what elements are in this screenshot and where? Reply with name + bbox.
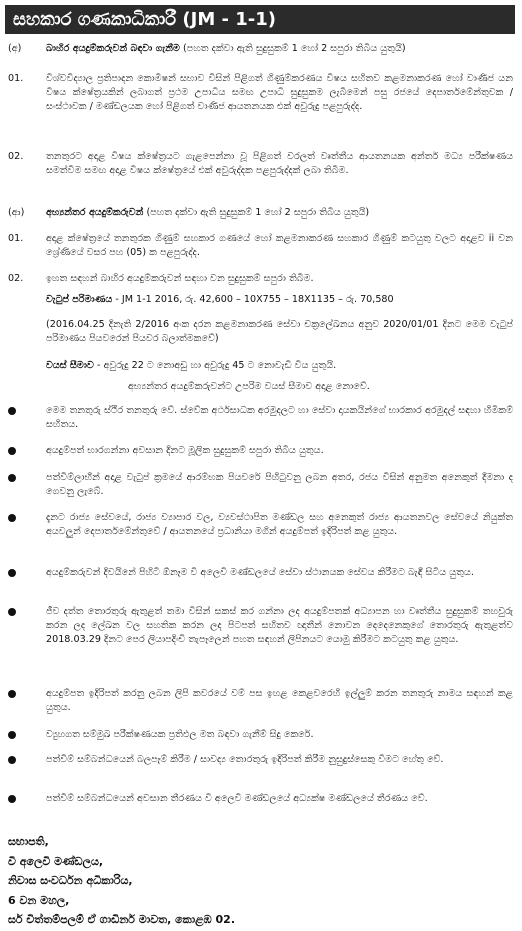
item-text: මෙම තනතුරු ස්ථිර තනතුරු වේ. ස්වේක අර්ථසාධක අරමුදලට හා සේවා දායකයින්ගේ භාරකාර අරමුදල් සඳහා හිමිකම් සහිතය. bbox=[46, 405, 513, 430]
salary-value: - JM 1-1 2016, රු. 42,600 – 10X755 – 18X1135 – රු. 70,580 bbox=[115, 294, 394, 305]
list-item bbox=[8, 511, 513, 539]
item-text: පත්වීම් සම්බන්ධයෙන් අවසාන තීරණය වි අලෙවි මණ්ඩලයේ අධ්‍යක්ෂ මණ්ඩලයේ තීරණය වේ. bbox=[46, 793, 428, 804]
list-item bbox=[8, 792, 513, 806]
address-line: 6 වන මහල, bbox=[8, 893, 70, 907]
section-external-applicants bbox=[8, 42, 513, 56]
address-line: සර් චිත්තම්පලම් ඒ ගාඩිනර් මාවත, කොළඹ 02. bbox=[8, 913, 235, 926]
item-text: පත්වීම් සම්බන්ධයෙන් බලපෑම් කිරීම / සාවද්‍ය තොරතුරු ඉදිරිපත් කිරීම නුසුදුස්සෙකු වීමට හේතු වේ. bbox=[46, 754, 444, 765]
age-limit bbox=[46, 359, 513, 373]
section-note: (පහත දක්වා ඇති සුදුසුකම් 1 හෝ 2 සපුරා තිබිය යුතුයි) bbox=[146, 207, 370, 218]
item-number: 01. bbox=[8, 233, 24, 244]
age-note: අභ්‍යන්තර අයදුම්කරුවන්ට උපරිම වයස් සීමාව අදාළ නොවේ. bbox=[128, 381, 370, 392]
item-text: දැනට රාජ්‍ය සේවයේ, රාජ්‍ය ව්‍යාපාර වල, ව්‍යවස්ථාපිත මණ්ඩල සහ අනෙකුත් රාජ්‍ය ආයතනවල සේවයේ නියුක්ත අයවලුන් දෙපාර්තමේන්තුවේ / ආයතනයේ ප්‍රධානියා මගින් අයදුම්පත් ඉදිරිපත් කළ යුතුය. bbox=[46, 512, 513, 537]
bullet-icon bbox=[8, 605, 46, 647]
item-number: 02. bbox=[8, 151, 24, 162]
list-item bbox=[8, 150, 513, 178]
list-item bbox=[8, 687, 513, 715]
item-text: ජීව දත්ත තොරතුරු ඇතුළත් තමා විසින් සකස් කර ගන්නා ලද අයදුම්පතක් අධ්‍යාපන හා වෘත්තීය සුදුසුකම් තහවුරු කරන ලද ලේඛන වල සහතික කරන ලද පිටපත් සහිතව ඥාතීන් නොවන දෙදෙනෙකුගේ තොරතුරු ඇතුළත්ව 2018.03.29 දිනට පෙර ලියාපදිංචි තැපෑලෙන් පහත සඳහන් ලිපිනයට යොමු කිරීමට කටයුතු කළ යුතුය. bbox=[46, 606, 513, 645]
bullet-icon bbox=[8, 404, 46, 432]
list-item bbox=[8, 566, 513, 580]
item-number: 02. bbox=[8, 273, 24, 284]
list-item bbox=[8, 444, 513, 458]
section-label: (අ) bbox=[8, 43, 22, 54]
item-text: විශ්වවිද්‍යාල ප්‍රතිපාදන කොමිෂන් සභාව විසින් පිළිගත් ගිණුම්කරණය විෂය සහිතව කළමනාකරණ හෝ වාණිජ යන විෂය ක්ෂේත්‍රයකින් ලබාගත් ප්‍රථම උපාධිය සමඟ උපාධි සුදුසුකම ලැබීමෙන් පසු රජයේ දෙපාර්තමේන්තුවක / සංස්ථාවක / මණ්ඩලයක හෝ පිළිගත් වාණිජ ආයතනයක එක් අවුරුදු පළපුරුද්ද. bbox=[46, 73, 513, 112]
section-internal-applicants bbox=[8, 206, 513, 220]
age-label: වයස් සීමාව bbox=[46, 360, 94, 371]
bullet-icon bbox=[8, 728, 46, 742]
salary-label: වැටුප් පරිමාණය bbox=[46, 294, 113, 305]
item-number: 01. bbox=[8, 73, 24, 84]
page-title: සහකාර ගණකාධිකාරී (JM - 1-1) bbox=[5, 5, 515, 34]
bullet-icon bbox=[8, 511, 46, 539]
bullet-icon bbox=[8, 753, 46, 767]
bullet-icon bbox=[8, 792, 46, 806]
section-label: (ආ) bbox=[8, 207, 25, 218]
bullet-icon bbox=[8, 471, 46, 499]
section-heading: අභ්‍යන්තර අයදුම්කරුවන් bbox=[46, 207, 144, 218]
list-item bbox=[8, 728, 513, 742]
contact-address bbox=[8, 832, 235, 930]
age-value: - අවුරුදු 22 ට නොඅඩු හා අවුරුදු 45 ට නොවැඩි විය යුතුයි. bbox=[96, 360, 337, 371]
bullet-icon bbox=[8, 687, 46, 715]
section-heading: බාහිර අයදුම්කරුවන් බඳවා ගැනීම bbox=[46, 43, 180, 54]
item-text: අදාළ ක්ෂේත්‍රයේ තනතුරක ගිණුම් සහකාර ගණයේ හෝ කළමනාකරණ සහකාර ගිණුම් කටයුතු වලට අදාළව ii වන ශ්‍රේණියේ වසර පහ (05) ක පළපුරුද්ද. bbox=[46, 233, 513, 258]
bullet-icon bbox=[8, 566, 46, 580]
list-item bbox=[8, 272, 513, 286]
salary-note: (2016.04.25 දිනැති 2/2016 අංක දරන කළමනාකරණ සේවා චක්‍රලේඛනය අනුව 2020/01/01 දිනට මෙම වැටුප් පරිමාණය පියවරෙන් පියවර බලාත්මකවේ) bbox=[46, 319, 513, 344]
item-text: අයදුම්පත් භාරගන්නා අවසාන දිනට මූලික සුදුසුකම් සපුරා තිබිය යුතුය. bbox=[46, 445, 324, 456]
list-item bbox=[8, 753, 513, 767]
list-item bbox=[8, 605, 513, 647]
item-text: ඉහත සඳහන් බාහිර අයදුම්කරුවන් සඳහා වන සුදුසුකම් සපුරා තිබීම. bbox=[46, 273, 314, 284]
list-item bbox=[8, 404, 513, 432]
item-text: අයදුම්පත ඉදිරිපත් කරනු ලබන ලිපි කවරයේ වම් පස ඉහළ කෙළවරෙහි ඉල්ලුම් කරන තනතුරු නාමය සඳහන් කළ යුතුය. bbox=[46, 688, 513, 713]
section-note: (පහත දක්වා ඇති සුදුසුකම් 1 හෝ 2 සපුරා තිබිය යුතුයි) bbox=[182, 43, 406, 54]
list-item bbox=[8, 72, 513, 114]
address-line: නිවාස සංවර්ධන අධිකාරිය, bbox=[8, 874, 133, 887]
item-text: තනතුරට අදාළ විෂය ක්ෂේත්‍රයට ගැළපෙන්නා වූ පිළිගත් වරලත් වෘත්තීය ආයතනයක අන්තර් මධ්‍ය පරීක්ෂණය සමත්වීම සමඟ අදාළ විෂය ක්ෂේත්‍රයේ එක් අවුරුද්දක පළපුරුද්දක් ලබා තිබීම. bbox=[46, 151, 513, 176]
address-line: වි අලෙවි මණ්ඩලය, bbox=[8, 854, 104, 868]
list-item bbox=[8, 471, 513, 499]
item-text: ව්‍යුහගත සම්මුඛ පරීක්ෂණයක ප්‍රතිඵල මත බඳවා ගැනීම් සිදු කෙරේ. bbox=[46, 729, 314, 740]
address-line: සභාපති, bbox=[8, 835, 49, 848]
bullet-icon bbox=[8, 444, 46, 458]
item-text: අයදුම්කරුවන් දිවයිනේ පිහිටි ඕනෑම වි අලෙවි මණ්ඩලයේ සේවා ස්ථානයක සේවය කිරීමට බැඳී සිටිය යුතුය. bbox=[46, 567, 474, 578]
item-text: පත්වීම්ලාභීන් අදාළ වැටුප් ක්‍රමයේ ආරම්භක පියවරේ පිහිටුවනු ලබන අතර, රජය විසින් අනුමත අනෙකුත් දීමනා ද ගෙවනු ලැබේ. bbox=[46, 472, 513, 497]
salary-scale bbox=[46, 293, 513, 307]
list-item bbox=[8, 232, 513, 260]
